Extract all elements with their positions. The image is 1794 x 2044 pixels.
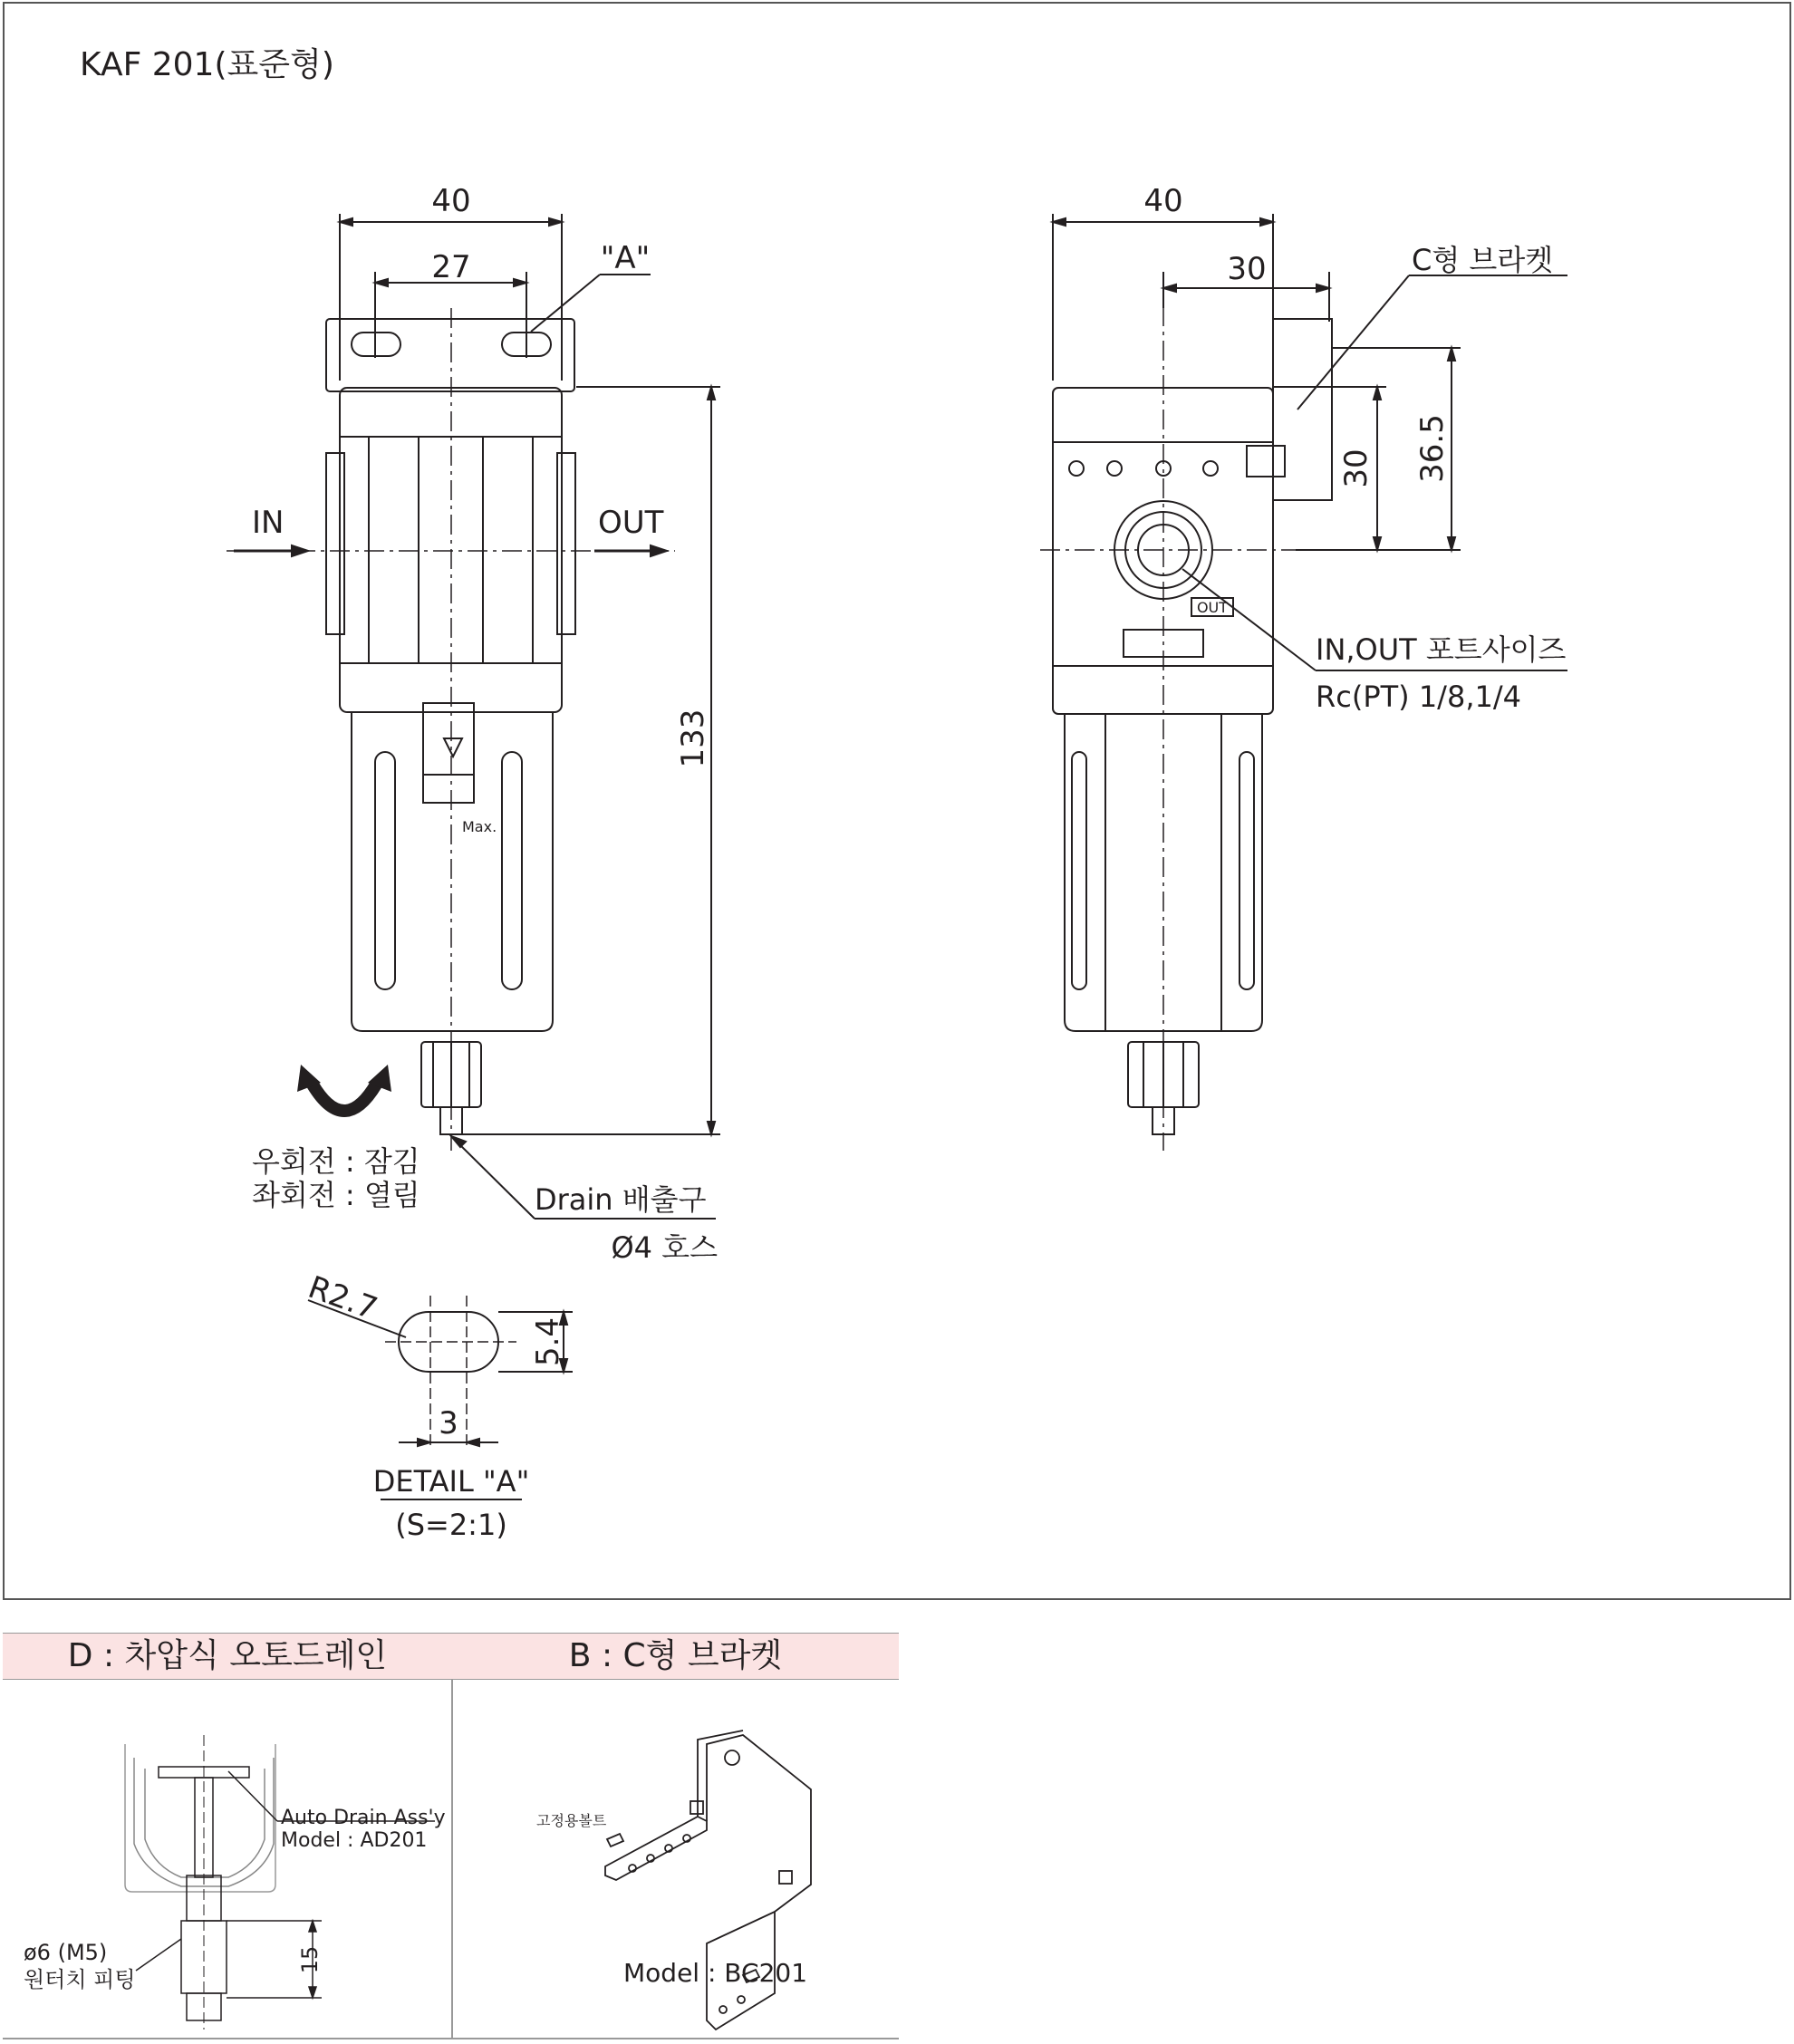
drain-outlet-label: Drain 배출구 <box>535 1182 707 1217</box>
dim-side-width: 40 <box>1143 183 1183 219</box>
bracket-model: Model : BC201 <box>623 1958 808 1988</box>
dim-side-v365: 36.5 <box>1414 414 1451 483</box>
dim-side-30: 30 <box>1227 251 1267 287</box>
port-size-value: Rc(PT) 1/8,1/4 <box>1316 680 1521 714</box>
option-d-header: D : 차압식 오토드레인 <box>3 1633 452 1680</box>
fitting-size: ø6 (M5) <box>24 1940 108 1965</box>
detail-scale: (S=2:1) <box>395 1508 507 1542</box>
drawing-title: KAF 201(표준형) <box>80 46 334 83</box>
rotation-right-text: 우회전 : 잠김 <box>252 1144 420 1179</box>
option-b-header: B : C형 브라켓 <box>452 1633 899 1680</box>
detail-a-ref: "A" <box>600 240 651 276</box>
rotation-left-text: 좌회전 : 열림 <box>252 1178 420 1212</box>
detail-title: DETAIL "A" <box>372 1464 530 1499</box>
dim-side-v30: 30 <box>1338 448 1374 488</box>
detail-width: 3 <box>439 1405 458 1441</box>
fitting-type: 원터치 피팅 <box>24 1967 136 1992</box>
port-size-label: IN,OUT 포트사이즈 <box>1316 632 1567 667</box>
auto-drain-label: Auto Drain Ass'y <box>281 1807 446 1829</box>
bracket-label: C형 브라켓 <box>1412 243 1554 277</box>
dim-15: 15 <box>297 1945 323 1974</box>
dim-hole-spacing: 27 <box>431 249 471 285</box>
auto-drain-model: Model : AD201 <box>281 1829 428 1852</box>
bolt-label: 고정용볼트 <box>536 1812 607 1829</box>
dim-front-width: 40 <box>431 183 471 219</box>
max-mark: Max. <box>462 818 497 835</box>
in-label: IN <box>252 505 285 541</box>
out-port-mark: OUT <box>1196 599 1229 616</box>
out-label: OUT <box>598 505 664 541</box>
dim-total-height: 133 <box>675 709 711 768</box>
detail-radius: R2.7 <box>303 1268 382 1328</box>
hose-label: Ø4 호스 <box>611 1230 718 1265</box>
detail-height: 5.4 <box>530 1316 566 1367</box>
